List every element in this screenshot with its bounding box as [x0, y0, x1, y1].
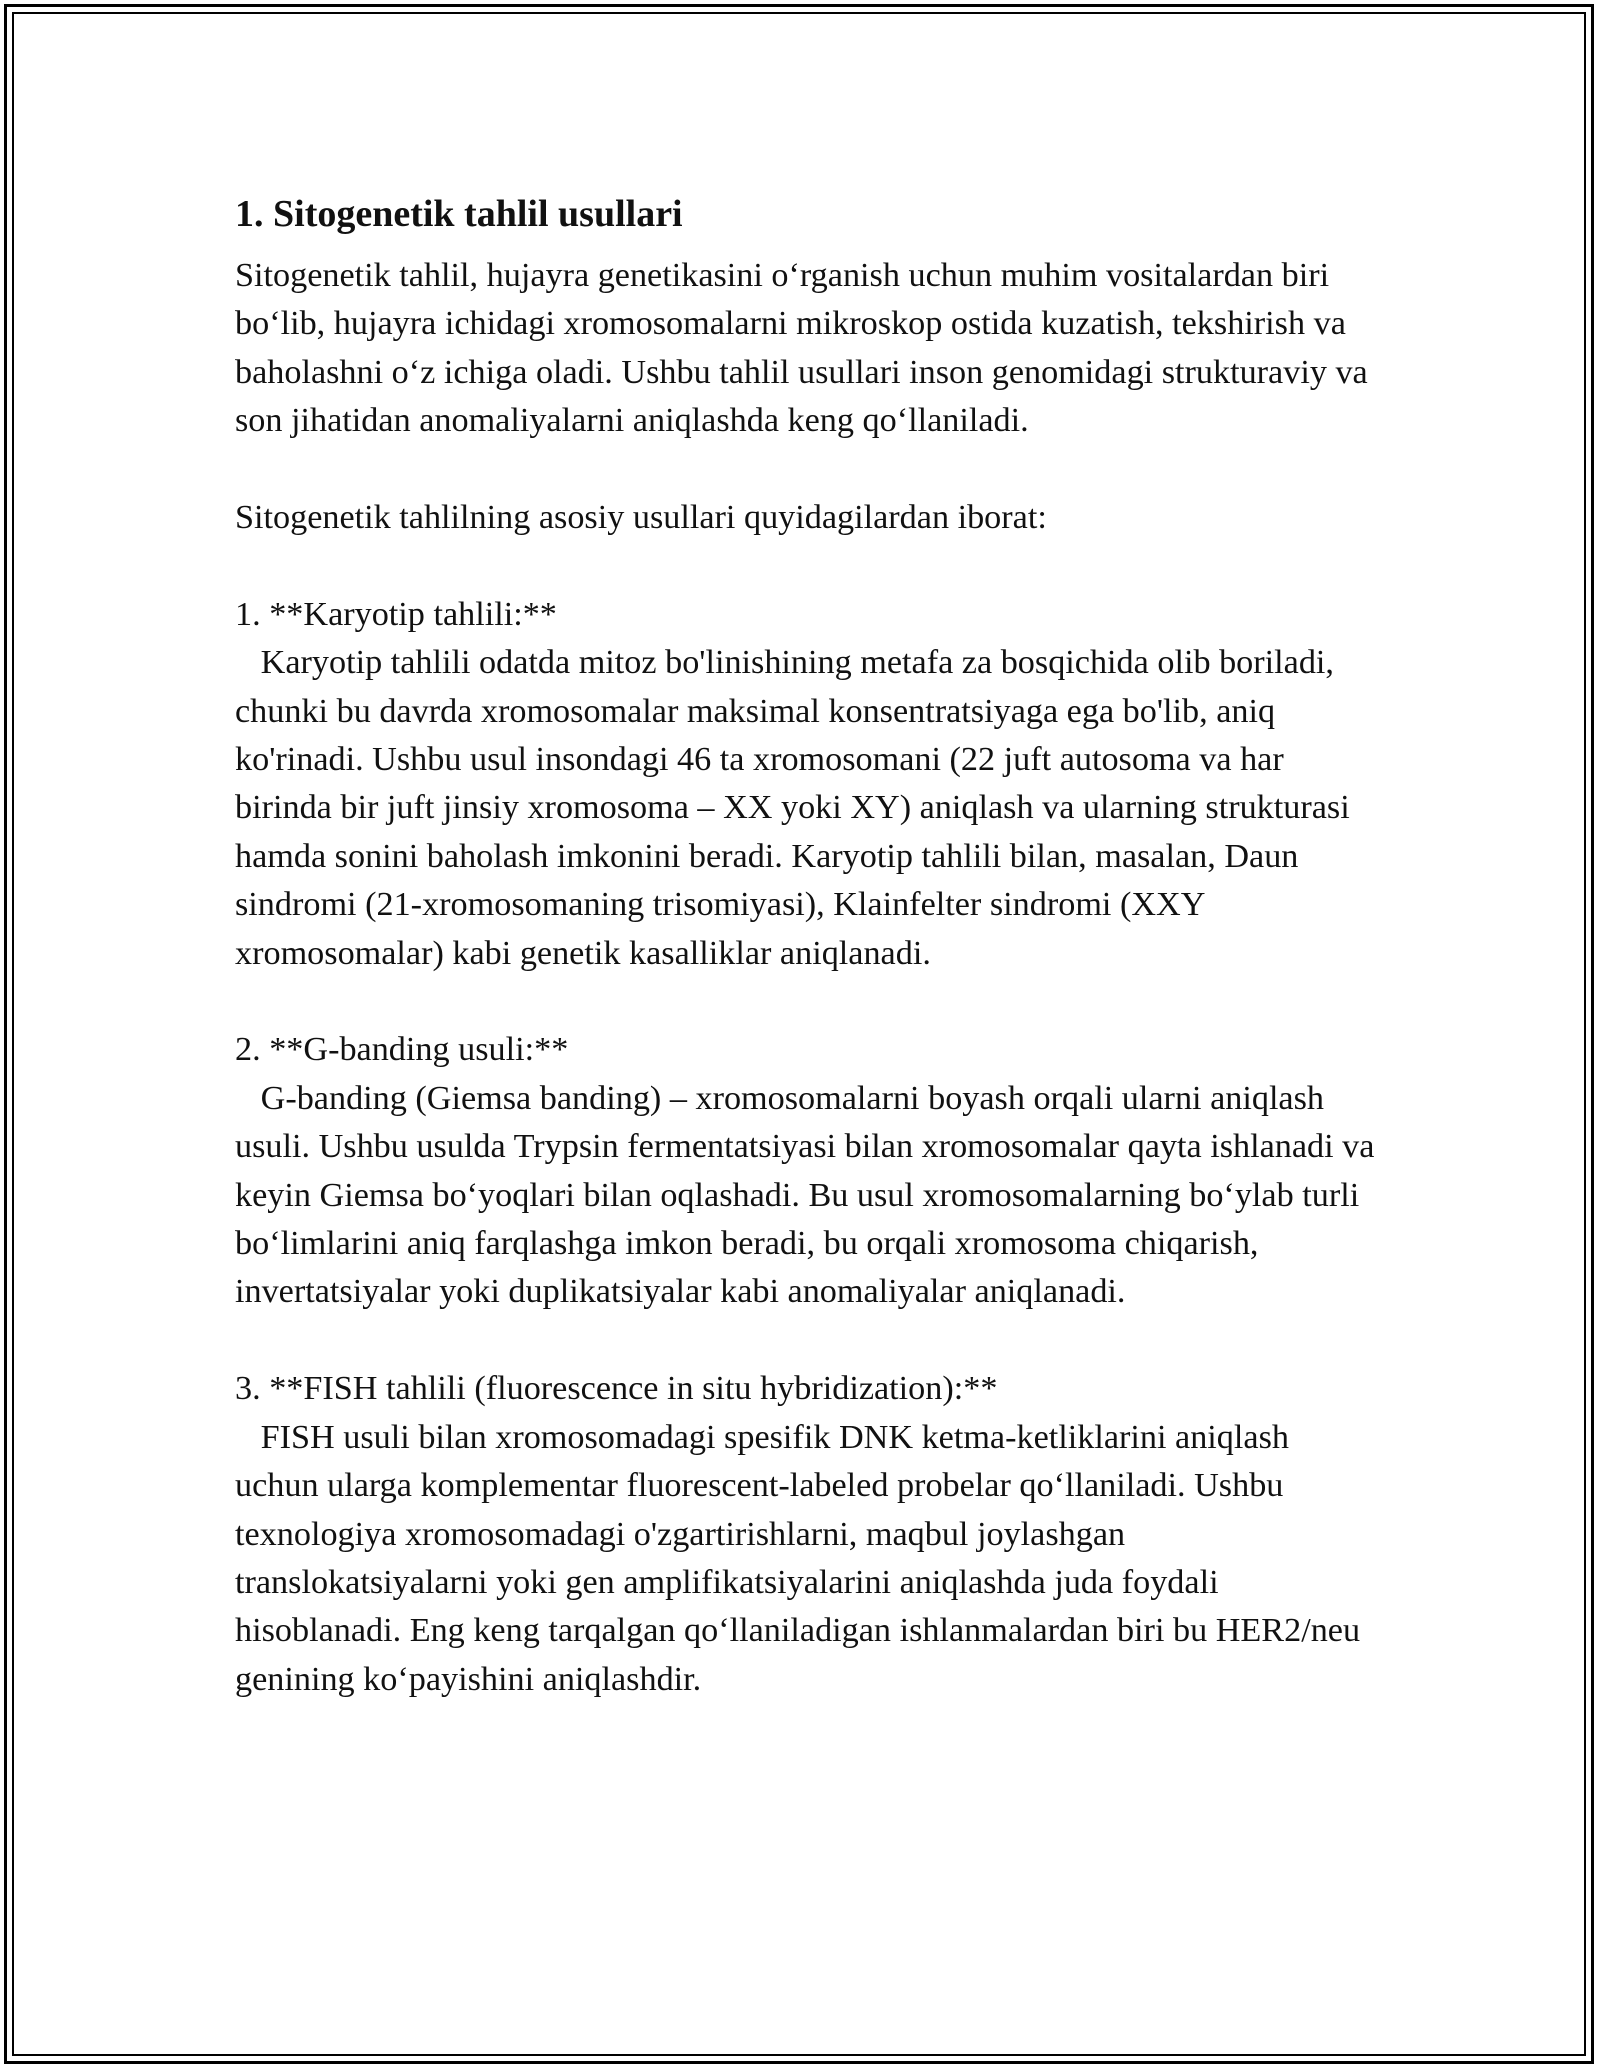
method-item-karyotype [235, 591, 1375, 978]
method-title: 2. **G-banding usuli:** [235, 1031, 569, 1069]
section-heading: 1. Sitogenetik tahlil usullari [235, 193, 683, 235]
method-title: 1. **Karyotip tahlili:** [235, 595, 557, 633]
methods-intro: Sitogenetik tahlilning asosiy usullari quyidagilardan iborat: [235, 499, 1047, 537]
paragraph-gap [235, 542, 1375, 590]
intro-paragraph: Sitogenetik tahlil, hujayra genetikasini o‘rganish uchun muhim vositalardan biri bo‘lib, hujayra ichidagi xromosomalarni mikroskop ostida kuzatish, tekshirish va baholashni o‘z ichiga oladi. Ushbu tahlil usullari inson genomidagi strukturaviy va son jihatidan anomaliyalarni aniqlashda keng qo‘llaniladi. [235, 257, 1377, 440]
method-item-g-banding [235, 1026, 1383, 1316]
method-item-fish [235, 1365, 1375, 1704]
method-title: 3. **FISH tahlili (fluorescence in situ hybridization):** [235, 1370, 998, 1408]
paragraph-gap [235, 446, 1375, 494]
method-text: G-banding (Giemsa banding) – xromosomalarni boyash orqali ularni aniqlash usuli. Ushbu usulda Trypsin fermentatsiyasi bilan xromosomalar qayta ishlanadi va keyin Giemsa bo‘yoqlari bilan oqlashadi. Bu usul xromosomalarning bo‘ylab turli bo‘limlarini aniq farqlashga imkon beradi, bu orqali xromosoma chiqarish, invertatsiyalar yoki duplikatsiyalar kabi anomaliyalar aniqlanadi. [235, 1079, 1383, 1311]
paragraph-gap [235, 1317, 1375, 1365]
document-body [235, 188, 1383, 1704]
method-text: FISH usuli bilan xromosomadagi spesifik DNK ketma-ketliklarini aniqlash uchun ularga komplementar fluorescent-labeled probelar qo‘llaniladi. Ushbu texnologiya xromosomadagi o'zgartirishlarni, maqbul joylashgan translokatsiyalarni yoki gen amplifikatsiyalarini aniqlashda juda foydali hisoblanadi. Eng keng tarqalgan qo‘llaniladigan ishlanmalardan biri bu HER2/neu genining ko‘payishini aniqlashdir. [235, 1418, 1369, 1698]
paragraph-gap [235, 978, 1375, 1026]
method-text: Karyotip tahlili odatda mitoz bo'linishining metafa za bosqichida olib boriladi, chunki bu davrda xromosomalar maksimal konsentratsiyaga ega bo'lib, aniq ko'rinadi. Ushbu usul insondagi 46 ta xromosomani (22 juft autosoma va har birinda bir juft jinsiy xromosoma – XX yoki XY) aniqlash va ularning strukturasi hamda sonini baholash imkonini beradi. Karyotip tahlili bilan, masalan, Daun sindromi (21-xromosomaning trisomiyasi), Klainfelter sindromi (XXY xromosomalar) kabi genetik kasalliklar aniqlanadi. [235, 644, 1359, 972]
